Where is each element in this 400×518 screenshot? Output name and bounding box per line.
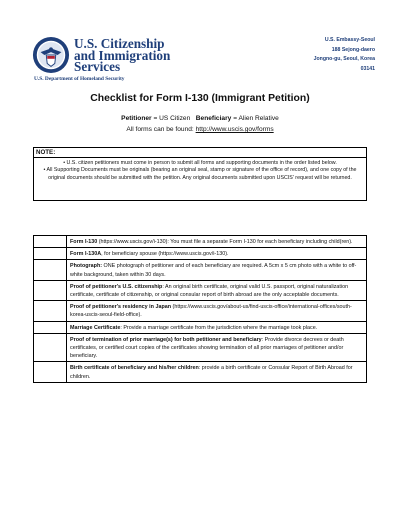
item-text: : provide a birth certificate or Consular Report of Birth Abroad for children.	[70, 365, 353, 380]
note-label: NOTE:	[36, 149, 56, 156]
item-title: Proof of petitioner's residency in Japan	[70, 304, 172, 311]
note-box	[33, 147, 367, 201]
address-line: 188 Sejong-daero	[331, 46, 375, 53]
item-text: : An original birth certificate, original valid U.S. passport, original naturalization certificate, certificate of citizenship, or original consular report of birth abroad are the only acceptable documents.	[70, 283, 349, 299]
party-definitions	[0, 115, 400, 122]
checklist-item	[67, 321, 367, 333]
checkbox-cell[interactable]	[34, 236, 67, 248]
item-text: (https://www.uscis.gov/i-130): You must file a separate Form I-130 for each beneficiary including child(ren).	[97, 239, 353, 245]
note-list	[34, 158, 366, 182]
checkbox-cell[interactable]	[34, 248, 67, 260]
table-row	[34, 321, 367, 333]
checkbox-cell[interactable]	[34, 321, 67, 333]
item-title: Proof of petitioner's U.S. citizenship	[70, 283, 163, 290]
item-title: Form I-130	[70, 239, 98, 245]
address-line: 03141	[360, 65, 375, 72]
table-row	[34, 333, 367, 362]
office-address	[314, 36, 375, 74]
address-line: Jongno-gu, Seoul, Korea	[313, 56, 375, 63]
forms-reference	[0, 126, 400, 133]
checklist-table	[33, 235, 367, 383]
item-text: , for beneficiary spouse (https://www.uscis.gov/i-130).	[101, 251, 229, 258]
table-row	[34, 236, 367, 248]
checkbox-cell[interactable]	[34, 333, 67, 362]
item-text: ONE photograph of petitioner and of each beneficiary are required. A 5cm x 5 cm photo with a white to off-white background, taken within 30 days.	[70, 263, 357, 278]
agency-name	[74, 38, 170, 73]
item-text: (https://www.uscis.gov/about-us/find-uscis-office/international-offices/south-korea-uscis-seoul-field-office).	[70, 304, 352, 319]
address-line: U.S. Embassy-Seoul	[324, 37, 375, 43]
item-title: Photograph:	[70, 263, 103, 270]
item-text: : Provide a marriage certificate from the jurisdiction where the marriage took place.	[120, 324, 318, 331]
note-item: • All Supporting Documents must be originals (bearing an original seal, stamp or signature of the office of record), and one copy of the original documents should be submitted with the petition. Any original documents submitted upon USCIS' request will be returned.	[43, 167, 357, 181]
item-title: Birth certificate of beneficiary and his/her children	[70, 365, 199, 372]
agency-line: Services	[74, 59, 121, 74]
letterhead	[30, 36, 375, 84]
item-title: Form I-130A	[70, 251, 102, 258]
agency-line: U.S. Citizenship	[74, 36, 165, 51]
dhs-seal-icon	[32, 36, 70, 74]
forms-link[interactable]: http://www.uscis.gov/forms	[195, 126, 274, 133]
petitioner-label: Petitioner	[121, 115, 152, 122]
beneficiary-label: Beneficiary	[195, 115, 232, 122]
checkbox-cell[interactable]	[34, 362, 67, 382]
page-title: Checklist for Form I-130 (Immigrant Petition)	[90, 93, 310, 104]
table-row	[34, 260, 367, 280]
item-title: Marriage Certificate	[70, 324, 121, 331]
item-title: Proof of termination of prior marriage(s) for both petitioner and beneficiary	[70, 336, 262, 343]
table-row	[34, 362, 367, 382]
table-row	[34, 248, 367, 260]
checklist-item	[67, 333, 367, 362]
checklist-item	[67, 301, 367, 321]
checklist-item	[67, 236, 367, 248]
checklist-item	[67, 362, 367, 382]
checkbox-cell[interactable]	[34, 260, 67, 280]
checkbox-cell[interactable]	[34, 301, 67, 321]
beneficiary-value: = Alien Relative	[233, 115, 279, 122]
petitioner-value: = US Citizen	[153, 115, 191, 122]
checklist-item	[67, 280, 367, 300]
checklist-item	[67, 260, 367, 280]
table-row	[34, 280, 367, 300]
checkbox-cell[interactable]	[34, 280, 67, 300]
department-name: U.S. Department of Homeland Security	[34, 76, 125, 82]
forms-text: All forms can be found:	[126, 126, 196, 133]
note-item: • U.S. citizen petitioners must come in person to submit all forms and supporting documents in the order listed below.	[63, 160, 337, 166]
item-text: : Provide divorce decrees or death certificates, or certified court copies of the certificates showing termination of all prior marriages of petitioner and/or beneficiary.	[70, 336, 344, 360]
checklist-item	[67, 248, 367, 260]
agency-line: and Immigration	[74, 47, 171, 63]
table-row	[34, 301, 367, 321]
